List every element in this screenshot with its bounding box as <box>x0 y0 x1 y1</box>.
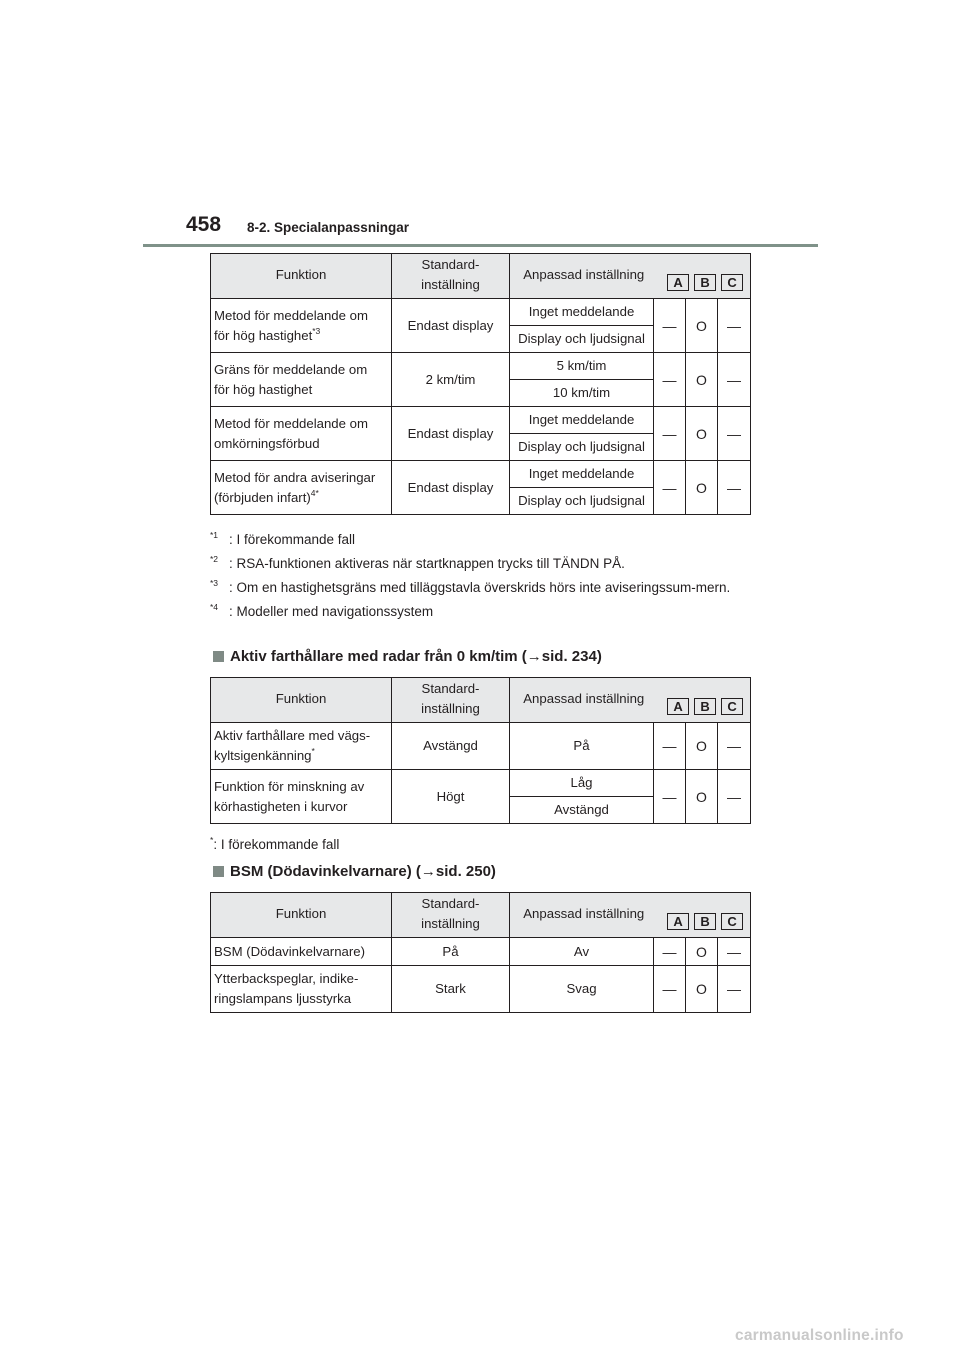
header-rule <box>143 244 818 247</box>
watermark: carmanualsonline.info <box>735 1327 904 1344</box>
footnote: $^{*4}$ : Modeller med navigationssystem <box>210 602 434 619</box>
b-cell: O <box>686 461 718 515</box>
header-function: Funktion <box>211 678 392 723</box>
b-cell: O <box>686 353 718 407</box>
option-cell: Avstängd <box>510 797 654 824</box>
default-cell: Endast display <box>392 407 510 461</box>
letter-a-box: A <box>667 274 689 291</box>
table-row <box>211 353 751 380</box>
a-cell: — <box>654 461 686 515</box>
header-custom: Anpassad inställning <box>510 254 654 299</box>
b-cell: O <box>686 966 718 1013</box>
section-title: 8-2. Specialanpassningar <box>247 220 410 235</box>
a-cell: — <box>654 770 686 824</box>
table-row <box>211 461 751 488</box>
default-cell: 2 km/tim <box>392 353 510 407</box>
b-cell: O <box>686 407 718 461</box>
c-cell: — <box>718 461 751 515</box>
settings-table-3 <box>210 892 751 1013</box>
default-cell: Endast display <box>392 299 510 353</box>
header-default: Standard- inställning <box>392 893 510 938</box>
option-cell: Inget meddelande <box>510 407 654 434</box>
settings-table-2 <box>210 677 751 824</box>
bullet-square-icon <box>213 651 224 662</box>
a-cell: — <box>654 407 686 461</box>
table-row <box>211 966 751 1013</box>
section-heading: BSM (Dödavinkelvarnare) ( → sid. 250) <box>213 863 496 880</box>
function-cell: Metod för meddelande om för hög hastighet$^{*3}$ <box>211 299 392 353</box>
option-cell: Display och ljudsignal <box>510 488 654 515</box>
header-letters <box>654 893 751 938</box>
table-row <box>211 407 751 434</box>
option-cell: Låg <box>510 770 654 797</box>
header-custom: Anpassad inställning <box>510 678 654 723</box>
default-cell: På <box>392 938 510 966</box>
function-cell: Funktion för minskning av körhastigheten i kurvor <box>211 770 392 824</box>
c-cell: — <box>718 966 751 1013</box>
header-default: Standard- inställning <box>392 678 510 723</box>
b-cell: O <box>686 770 718 824</box>
option-cell: 5 km/tim <box>510 353 654 380</box>
letter-a-box: A <box>667 913 689 930</box>
c-cell: — <box>718 407 751 461</box>
table-row <box>211 723 751 770</box>
table-row <box>211 938 751 966</box>
function-cell: Ytterbackspeglar, indike- ringslampans ljusstyrka <box>211 966 392 1013</box>
header-function: Funktion <box>211 254 392 299</box>
c-cell: — <box>718 770 751 824</box>
option-cell: Inget meddelande <box>510 299 654 326</box>
footnotes <box>210 530 750 626</box>
section-heading: Aktiv farthållare med radar från 0 km/tim ( → sid. 234) <box>213 648 602 665</box>
footnote: $^{*2}$ : RSA-funktionen aktiveras när startknappen trycks till TÄNDN PÅ. <box>210 554 625 571</box>
option-cell: Display och ljudsignal <box>510 434 654 461</box>
option-cell: Display och ljudsignal <box>510 326 654 353</box>
header-custom: Anpassad inställning <box>510 893 654 938</box>
letter-b-box: B <box>694 698 716 715</box>
letter-c-box: C <box>721 274 743 291</box>
footnote: *: I förekommande fall <box>210 835 340 852</box>
a-cell: — <box>654 938 686 966</box>
a-cell: — <box>654 299 686 353</box>
letter-c-box: C <box>721 913 743 930</box>
letter-b-box: B <box>694 913 716 930</box>
header-letters <box>654 678 751 723</box>
settings-table-1 <box>210 253 751 515</box>
function-cell: Metod för meddelande om omkörningsförbud <box>211 407 392 461</box>
footnote: $^{*3}$ : Om en hastighetsgräns med tilläggstavla överskrids hörs inte aviseringssum-mern. <box>210 578 731 595</box>
footnote: $^{*1}$ : I förekommande fall <box>210 530 356 547</box>
option-cell: Av <box>510 938 654 966</box>
default-cell: Högt <box>392 770 510 824</box>
letter-a-box: A <box>667 698 689 715</box>
a-cell: — <box>654 966 686 1013</box>
option-cell: Inget meddelande <box>510 461 654 488</box>
b-cell: O <box>686 723 718 770</box>
table-row <box>211 770 751 797</box>
c-cell: — <box>718 353 751 407</box>
function-cell: BSM (Dödavinkelvarnare) <box>211 938 392 966</box>
letter-c-box: C <box>721 698 743 715</box>
a-cell: — <box>654 353 686 407</box>
default-cell: Stark <box>392 966 510 1013</box>
option-cell: På <box>510 723 654 770</box>
table-header <box>211 893 751 938</box>
option-cell: Svag <box>510 966 654 1013</box>
b-cell: O <box>686 938 718 966</box>
a-cell: — <box>654 723 686 770</box>
arrow-icon: → <box>420 863 436 880</box>
c-cell: — <box>718 938 751 966</box>
bullet-square-icon <box>213 866 224 877</box>
header-function: Funktion <box>211 893 392 938</box>
table-header <box>211 254 751 299</box>
default-cell: Avstängd <box>392 723 510 770</box>
letter-b-box: B <box>694 274 716 291</box>
c-cell: — <box>718 299 751 353</box>
default-cell: Endast display <box>392 461 510 515</box>
c-cell: — <box>718 723 751 770</box>
b-cell: O <box>686 299 718 353</box>
page-number: 458 <box>186 213 222 236</box>
function-cell: Aktiv farthållare med vägs- kyltsigenkänning* <box>211 723 392 770</box>
option-cell: 10 km/tim <box>510 380 654 407</box>
table-header <box>211 678 751 723</box>
header-letters <box>654 254 751 299</box>
arrow-icon: → <box>526 648 542 665</box>
header-default: Standard- inställning <box>392 254 510 299</box>
table-row <box>211 299 751 326</box>
function-cell: Gräns för meddelande om för hög hastighet <box>211 353 392 407</box>
function-cell: Metod för andra aviseringar (förbjuden infart)$^{4*}$ <box>211 461 392 515</box>
